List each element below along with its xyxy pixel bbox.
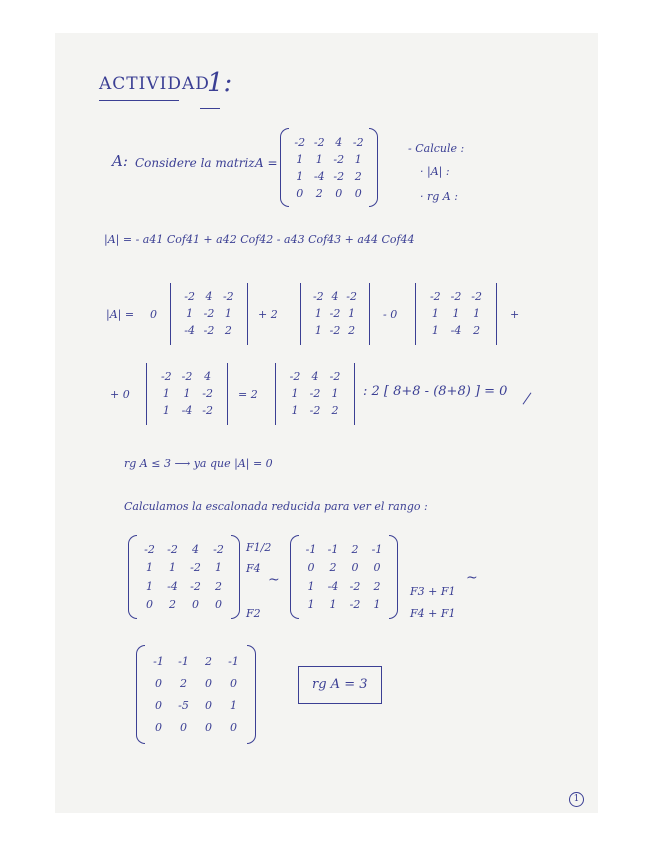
matrix-cell: 1 bbox=[169, 561, 176, 575]
matrix-cell: -2 bbox=[333, 169, 345, 183]
determinant-4 bbox=[146, 363, 228, 425]
matrix-cell: 1 bbox=[329, 597, 337, 611]
bracket-right bbox=[247, 645, 256, 744]
rank-note: rg A ≤ 3 ⟶ ya que |A| = 0 bbox=[124, 457, 273, 470]
calc-text: Calculamos la escalonada reducida para ver el rango : bbox=[124, 500, 428, 513]
title-number: 1: bbox=[207, 68, 233, 98]
matrix-cell: -2 bbox=[329, 307, 341, 320]
matrix-cell: 1 bbox=[307, 597, 315, 611]
matrix-cell: -2 bbox=[349, 597, 361, 611]
matrix-cell: 2 bbox=[205, 655, 212, 668]
matrix-cell: -2 bbox=[352, 135, 364, 149]
matrix-cell: 0 bbox=[351, 561, 359, 575]
matrix-cell: 2 bbox=[215, 579, 222, 593]
matrix-cell: -1 bbox=[153, 655, 164, 668]
matrix-cell: 1 bbox=[291, 403, 299, 417]
matrix-cell: 2 bbox=[224, 323, 232, 337]
det-bar-left bbox=[170, 283, 171, 345]
matrix-step-1 bbox=[128, 535, 240, 620]
coef-minus-0: - 0 bbox=[383, 308, 398, 321]
matrix-cell: 0 bbox=[192, 597, 199, 611]
matrix-cell: -2 bbox=[202, 387, 214, 400]
answer-text: rg A = 3 bbox=[312, 677, 368, 692]
matrix-cell: 0 bbox=[155, 721, 162, 734]
op-f4: F4 bbox=[246, 562, 261, 575]
ask-item-rank: · rg A : bbox=[420, 190, 458, 203]
matrix-cell: 4 bbox=[205, 290, 213, 304]
matrix-cell: -4 bbox=[167, 579, 178, 593]
matrix-cell: -2 bbox=[309, 387, 321, 400]
coef-plus-2: + 2 bbox=[258, 308, 278, 321]
matrix-cell: -2 bbox=[471, 290, 483, 304]
matrix-cell: 1 bbox=[146, 579, 153, 593]
det-bar-right bbox=[369, 283, 370, 345]
matrix-cell: -2 bbox=[203, 323, 215, 337]
matrix-cell: 0 bbox=[296, 186, 304, 200]
matrix-cell: -1 bbox=[178, 655, 189, 668]
matrix-step-2 bbox=[290, 535, 398, 620]
ask-item-det: · |A| : bbox=[420, 165, 450, 178]
det-bar-right bbox=[247, 283, 248, 345]
matrix-cell: 1 bbox=[452, 307, 460, 320]
matrix-cell: 4 bbox=[335, 135, 343, 149]
matrix-cell: 1 bbox=[314, 307, 322, 320]
bracket-right bbox=[369, 128, 378, 207]
matrix-cell: 2 bbox=[169, 597, 176, 611]
matrix-cell: 0 bbox=[215, 597, 222, 611]
problem-statement: Considere la matriz bbox=[135, 156, 255, 170]
matrix-cell: -2 bbox=[309, 403, 321, 417]
matrix-cell: -2 bbox=[222, 290, 234, 304]
op-f4-plus-f1: F4 + F1 bbox=[410, 607, 456, 620]
matrix-cell: 1 bbox=[183, 387, 191, 400]
determinant-5 bbox=[275, 363, 355, 425]
equiv-sign-2: ~ bbox=[466, 570, 478, 586]
matrix-cell: 0 bbox=[307, 561, 315, 575]
matrix-cell: 1 bbox=[473, 307, 481, 320]
matrix-cell: 0 bbox=[205, 699, 212, 712]
det-bar-right bbox=[496, 283, 497, 345]
matrix-cell: 1 bbox=[348, 307, 356, 320]
matrix-step-3 bbox=[136, 645, 256, 745]
bracket-left bbox=[128, 535, 137, 619]
matrix-cell: 2 bbox=[315, 186, 323, 200]
determinant-result: : 2 [ 8+8 - (8+8) ] = 0 bbox=[363, 384, 508, 399]
matrix-cell: 2 bbox=[329, 561, 337, 575]
matrix-cell: 1 bbox=[162, 387, 170, 400]
ask-header: - Calcule : bbox=[408, 142, 465, 155]
equiv-sign-1: ~ bbox=[268, 572, 280, 588]
matrix-cell: 0 bbox=[335, 186, 343, 200]
matrix-cell: -1 bbox=[228, 655, 239, 668]
matrix-cell: -2 bbox=[313, 135, 325, 149]
matrix-cell: 1 bbox=[431, 307, 439, 320]
matrix-cell: 1 bbox=[296, 169, 304, 183]
matrix-cell: 1 bbox=[230, 699, 237, 712]
matrix-cell: 0 bbox=[354, 186, 362, 200]
matrix-cell: 0 bbox=[180, 721, 187, 734]
matrix-cell: -2 bbox=[329, 323, 341, 337]
matrix-cell: 0 bbox=[155, 699, 162, 712]
determinant-1 bbox=[170, 283, 248, 345]
title-number-underline bbox=[200, 108, 220, 109]
matrix-cell: 2 bbox=[373, 579, 381, 593]
bracket-left bbox=[290, 535, 299, 619]
matrix-cell: 4 bbox=[192, 543, 199, 557]
matrix-cell: 1 bbox=[331, 387, 339, 400]
det-bar-right bbox=[227, 363, 228, 425]
determinant-2 bbox=[300, 283, 370, 345]
matrix-cell: -2 bbox=[294, 135, 306, 149]
matrix-cell: -4 bbox=[181, 403, 193, 417]
matrix-cell: 2 bbox=[331, 403, 339, 417]
matrix-cell: -4 bbox=[313, 169, 325, 183]
matrix-cell: 0 bbox=[205, 677, 212, 690]
matrix-cell: 1 bbox=[373, 597, 381, 611]
matrix-cell: -2 bbox=[202, 403, 214, 417]
matrix-cell: -2 bbox=[312, 290, 324, 304]
det-bar-left bbox=[415, 283, 416, 345]
coef-0: 0 bbox=[150, 308, 157, 321]
page-title: ACTIVIDAD bbox=[99, 74, 210, 94]
matrix-cell: -2 bbox=[203, 307, 215, 320]
matrix-cell: 1 bbox=[224, 307, 232, 320]
matrix-cell: 2 bbox=[348, 323, 356, 337]
bracket-left bbox=[280, 128, 289, 207]
op-f1-half: F1/2 bbox=[246, 541, 272, 554]
det-bar-right bbox=[354, 363, 355, 425]
problem-label: A: bbox=[112, 152, 128, 170]
matrix-cell: -2 bbox=[333, 152, 345, 166]
matrix-cell: 4 bbox=[331, 290, 339, 304]
op-f2: F2 bbox=[246, 607, 261, 620]
matrix-cell: -2 bbox=[144, 543, 155, 557]
matrix-cell: -2 bbox=[184, 290, 196, 304]
matrix-cell: -2 bbox=[181, 370, 193, 384]
matrix-cell: 4 bbox=[204, 370, 212, 384]
matrix-cell: -2 bbox=[190, 561, 201, 575]
matrix-cell: -1 bbox=[327, 543, 339, 557]
matrix-name: A = bbox=[255, 156, 278, 170]
det-bar-left bbox=[300, 283, 301, 345]
matrix-cell: 2 bbox=[473, 323, 481, 337]
op-f3-plus-f1: F3 + F1 bbox=[410, 585, 456, 598]
page-number: 1 bbox=[569, 792, 584, 807]
matrix-cell: -2 bbox=[289, 370, 301, 384]
matrix-cell: -2 bbox=[190, 579, 201, 593]
matrix-cell: -2 bbox=[213, 543, 224, 557]
matrix-cell: 1 bbox=[162, 403, 170, 417]
plus-continue: + bbox=[510, 308, 520, 321]
matrix-cell: 0 bbox=[230, 677, 237, 690]
matrix-cell: 0 bbox=[155, 677, 162, 690]
bracket-left bbox=[136, 645, 145, 744]
matrix-cell: 1 bbox=[186, 307, 194, 320]
coef-plus-0: + 0 bbox=[110, 388, 130, 401]
matrix-cell: 4 bbox=[311, 370, 319, 384]
bracket-right bbox=[389, 535, 398, 619]
matrix-cell: 1 bbox=[215, 561, 222, 575]
matrix-cell: -2 bbox=[346, 290, 358, 304]
matrix-cell: 0 bbox=[373, 561, 381, 575]
matrix-A bbox=[280, 128, 378, 208]
matrix-cell: -2 bbox=[450, 290, 462, 304]
det-bar-left bbox=[146, 363, 147, 425]
matrix-cell: 1 bbox=[314, 323, 322, 337]
matrix-cell: 1 bbox=[307, 579, 315, 593]
det-bar-left bbox=[275, 363, 276, 425]
title-underline bbox=[99, 100, 179, 101]
matrix-cell: 2 bbox=[351, 543, 359, 557]
matrix-cell: 2 bbox=[180, 677, 187, 690]
determinant-3 bbox=[415, 283, 497, 345]
matrix-cell: -2 bbox=[329, 370, 341, 384]
matrix-cell: 0 bbox=[205, 721, 212, 734]
matrix-cell: 1 bbox=[291, 387, 299, 400]
equals-2: = 2 bbox=[238, 388, 258, 401]
matrix-cell: -2 bbox=[160, 370, 172, 384]
matrix-cell: 1 bbox=[431, 323, 439, 337]
matrix-cell: 1 bbox=[146, 561, 153, 575]
matrix-cell: 0 bbox=[146, 597, 153, 611]
matrix-cell: -1 bbox=[305, 543, 317, 557]
matrix-cell: -5 bbox=[178, 699, 189, 712]
bracket-right bbox=[231, 535, 240, 619]
matrix-cell: 1 bbox=[296, 152, 304, 166]
matrix-cell: -4 bbox=[327, 579, 339, 593]
cofactor-expansion: |A| = - a41 Cof41 + a42 Cof42 - a43 Cof43 + a44 Cof44 bbox=[104, 233, 415, 246]
matrix-cell: 1 bbox=[315, 152, 323, 166]
matrix-cell: -2 bbox=[429, 290, 441, 304]
matrix-cell: -2 bbox=[167, 543, 178, 557]
matrix-cell: -1 bbox=[371, 543, 383, 557]
matrix-cell: -2 bbox=[349, 579, 361, 593]
matrix-cell: 0 bbox=[230, 721, 237, 734]
matrix-cell: -4 bbox=[450, 323, 462, 337]
matrix-cell: 1 bbox=[354, 152, 362, 166]
matrix-cell: -4 bbox=[184, 323, 196, 337]
det-lhs: |A| = bbox=[106, 308, 135, 321]
matrix-cell: 2 bbox=[354, 169, 362, 183]
